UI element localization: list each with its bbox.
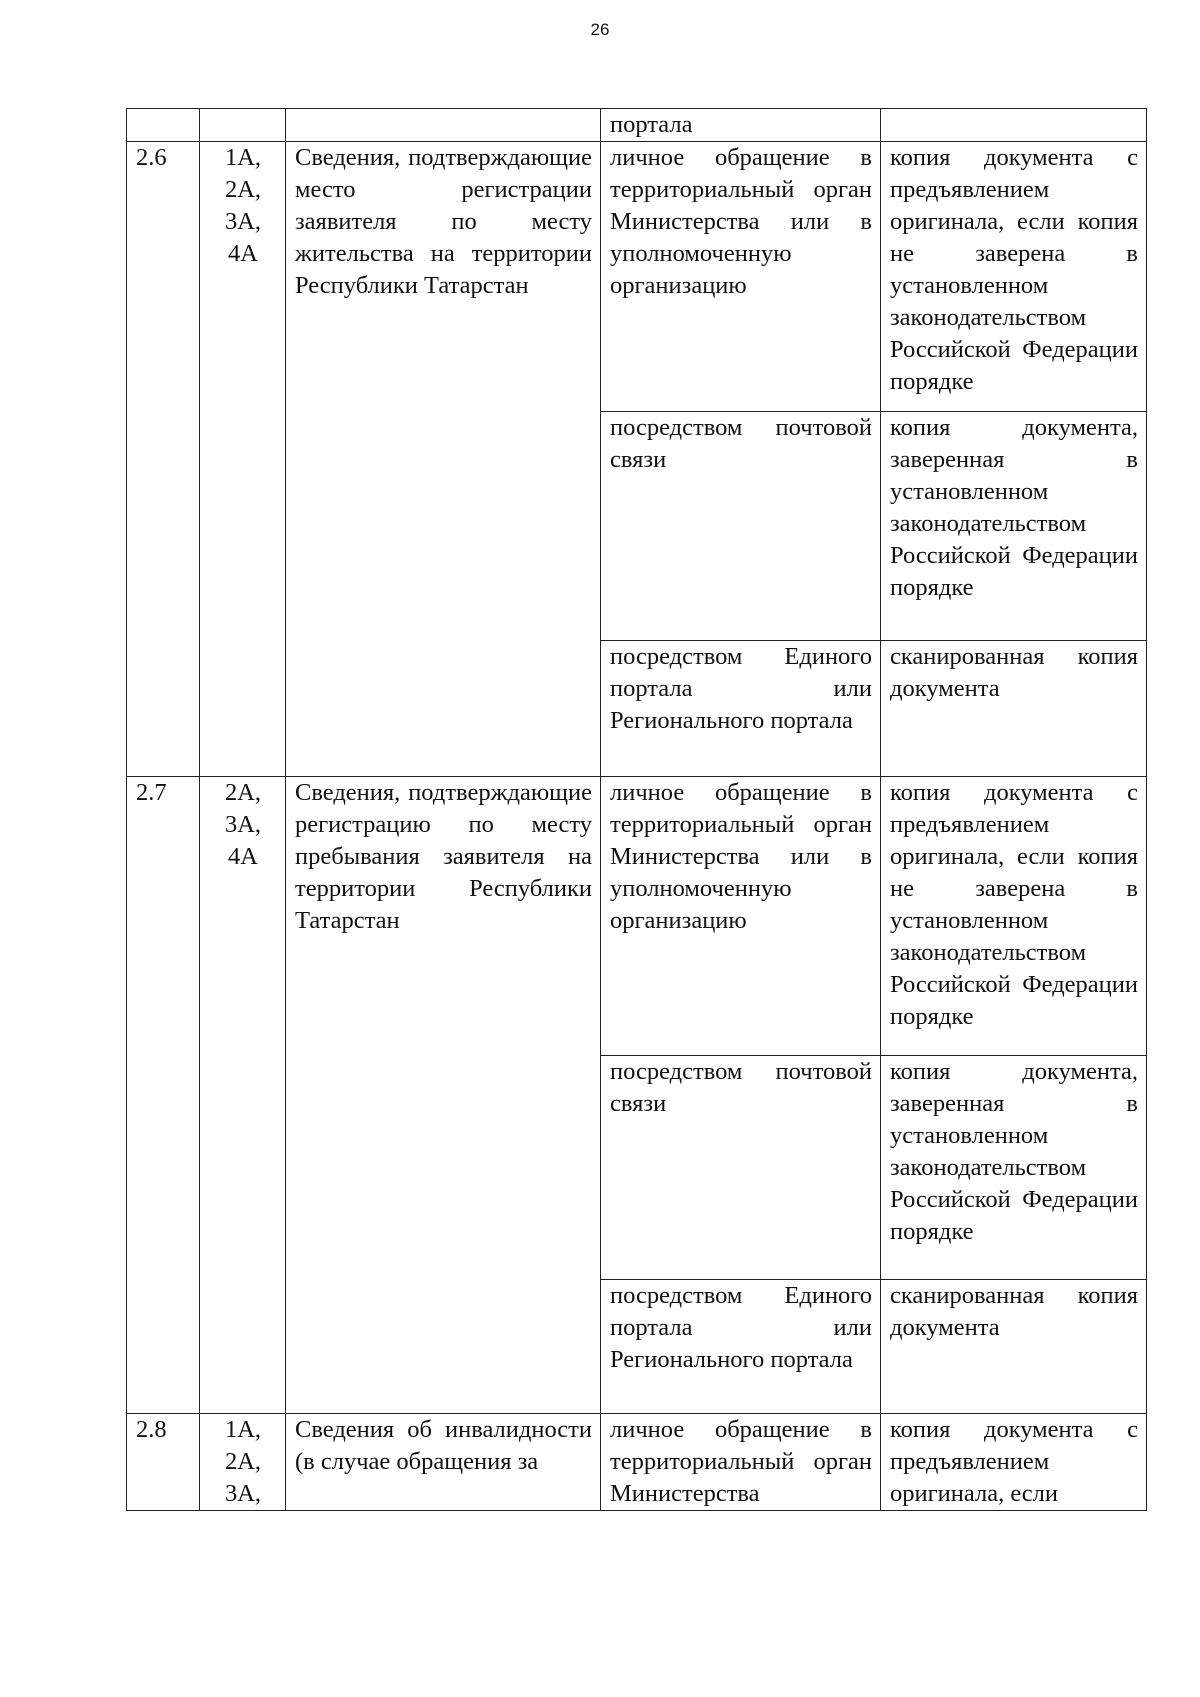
document-form-cell: сканированная копия документа: [881, 641, 1147, 777]
document-form-cell: копия документа с предъявлением оригинала, если: [881, 1414, 1147, 1511]
document-form-cell: копия документа с предъявлением оригинала, если копия не заверена в установленном законодательством Российской Федерации порядке: [881, 142, 1147, 412]
document-form-cell: копия документа с предъявлением оригинала, если копия не заверена в установленном законодательством Российской Федерации порядке: [881, 777, 1147, 1056]
document-form-cell: копия документа, заверенная в установленном законодательством Российской Федерации порядке: [881, 412, 1147, 641]
delivery-method-cell: портала: [601, 109, 881, 142]
document-form-cell: [881, 109, 1147, 142]
page-number: 26: [590, 20, 610, 39]
delivery-method-cell: посредством Единого портала или Регионального портала: [601, 1280, 881, 1414]
delivery-method-cell: посредством почтовой связи: [601, 412, 881, 641]
table-row: [127, 777, 1147, 1056]
row-number-cell: 2.6: [127, 142, 200, 777]
document-cell: Сведения, подтверждающие регистрацию по месту пребывания заявителя на территории Республики Татарстан: [286, 777, 601, 1414]
delivery-method-cell: посредством почтовой связи: [601, 1056, 881, 1280]
category-cell: 2А, 3А, 4А: [200, 777, 286, 1414]
document-cell: Сведения об инвалидности (в случае обращения за: [286, 1414, 601, 1511]
documents-table: [126, 108, 1147, 1511]
table-row: [127, 109, 1147, 142]
document-form-cell: копия документа, заверенная в установленном законодательством Российской Федерации порядке: [881, 1056, 1147, 1280]
document-cell: [286, 109, 601, 142]
delivery-method-cell: личное обращение в территориальный орган Министерства или в уполномоченную организацию: [601, 142, 881, 412]
document-cell: Сведения, подтверждающие место регистрации заявителя по месту жительства на территории Республики Татарстан: [286, 142, 601, 777]
category-cell: 1А, 2А, 3А,: [200, 1414, 286, 1511]
row-number-cell: [127, 109, 200, 142]
delivery-method-cell: посредством Единого портала или Регионального портала: [601, 641, 881, 777]
row-number-cell: 2.7: [127, 777, 200, 1414]
delivery-method-cell: личное обращение в территориальный орган Министерства: [601, 1414, 881, 1511]
category-cell: [200, 109, 286, 142]
delivery-method-cell: личное обращение в территориальный орган Министерства или в уполномоченную организацию: [601, 777, 881, 1056]
category-cell: 1А, 2А, 3А, 4А: [200, 142, 286, 777]
document-form-cell: сканированная копия документа: [881, 1280, 1147, 1414]
table-row: [127, 1414, 1147, 1511]
table-row: [127, 142, 1147, 412]
row-number-cell: 2.8: [127, 1414, 200, 1511]
